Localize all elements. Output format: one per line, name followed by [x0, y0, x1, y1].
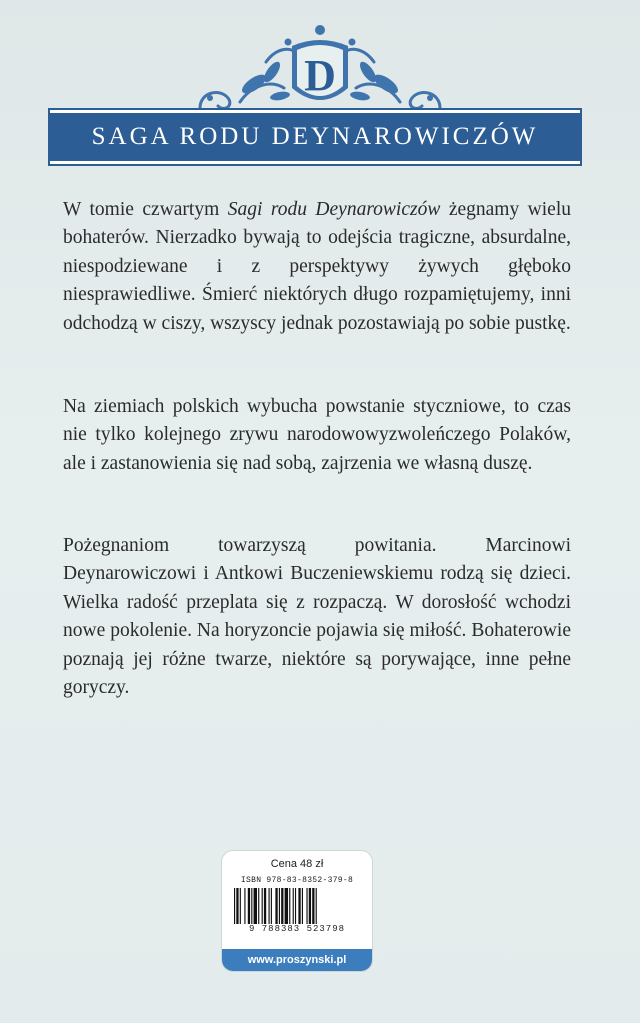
- barcode-bar: [289, 888, 290, 924]
- barcode-bar: [302, 888, 303, 924]
- barcode-bar: [236, 888, 238, 924]
- barcode: [232, 888, 362, 924]
- barcode-bar: [264, 888, 266, 924]
- barcode-bar: [306, 888, 307, 924]
- monogram-ornament: [180, 22, 460, 114]
- barcode-bar: [258, 888, 259, 924]
- price-label: Cena 48 zł: [270, 858, 324, 870]
- monogram-letter: D: [304, 51, 336, 100]
- barcode-bar: [248, 888, 250, 924]
- barcode-digits: 9 788383 523798: [248, 924, 345, 934]
- paragraph-2: Na ziemiach polskich wybucha powstanie styczniowe, to czas nie tylko kolejnego zrywu narodowowyzwoleńczego Polaków, ale i zastanowienia się nad sobą, zajrzenia we własną duszę.: [63, 396, 571, 474]
- paragraph-1: [63, 196, 571, 338]
- series-banner: [50, 110, 580, 164]
- paragraph-1-rest: żegnamy wielu bohaterów. Nierzadko bywają to odejścia tragiczne, absurdalne, niespodziewane i z perspektywy żywych głęboko niesprawiedliwe. Śmierć niektórych długo rozpamiętujemy, inni odchodzą w ciszy, wszyscy jednak pozostawiają po sobie pustkę.: [63, 199, 571, 334]
- isbn-label: ISBN 978-83-8352-379-8: [240, 876, 354, 885]
- barcode-bar: [298, 888, 300, 924]
- paragraph-1-start: W tomie czwartym: [63, 199, 228, 220]
- paragraph-1-title: Sagi rodu Deynarowiczów: [227, 199, 441, 220]
- barcode-bar: [234, 888, 235, 924]
- barcode-bar: [275, 888, 277, 924]
- paragraph-3: Pożegnaniom towarzyszą powitania. Marcinowi Deynarowiczowi i Antkowi Buczeniewskiemu rodzą się dzieci. Wielka radość przeplata się z rozpaczą. W dorosłość wchodzi nowe pokolenie. Na horyzoncie pojawia się miłość. Bohaterowie poznają jej różne twarze, niektóre są porywające, inne pełne goryczy.: [63, 535, 571, 699]
- barcode-bar: [279, 888, 280, 924]
- publisher-website: www.proszynski.pl: [222, 949, 372, 971]
- barcode-bar: [281, 888, 283, 924]
- price-barcode-sticker: [221, 850, 373, 972]
- barcode-bar: [285, 888, 288, 924]
- barcode-bar: [244, 888, 245, 924]
- barcode-bar: [254, 888, 257, 924]
- barcode-bar: [295, 888, 296, 924]
- barcode-bar: [293, 888, 294, 924]
- series-title: SAGA RODU DEYNAROWICZÓW: [91, 123, 539, 150]
- barcode-bar: [251, 888, 252, 924]
- barcode-bar: [240, 888, 241, 924]
- barcode-bar: [271, 888, 272, 924]
- barcode-bar: [269, 888, 270, 924]
- barcode-bar: [262, 888, 263, 924]
- barcode-bar: [316, 888, 317, 924]
- barcode-bar: [312, 888, 314, 924]
- barcode-bar: [309, 888, 311, 924]
